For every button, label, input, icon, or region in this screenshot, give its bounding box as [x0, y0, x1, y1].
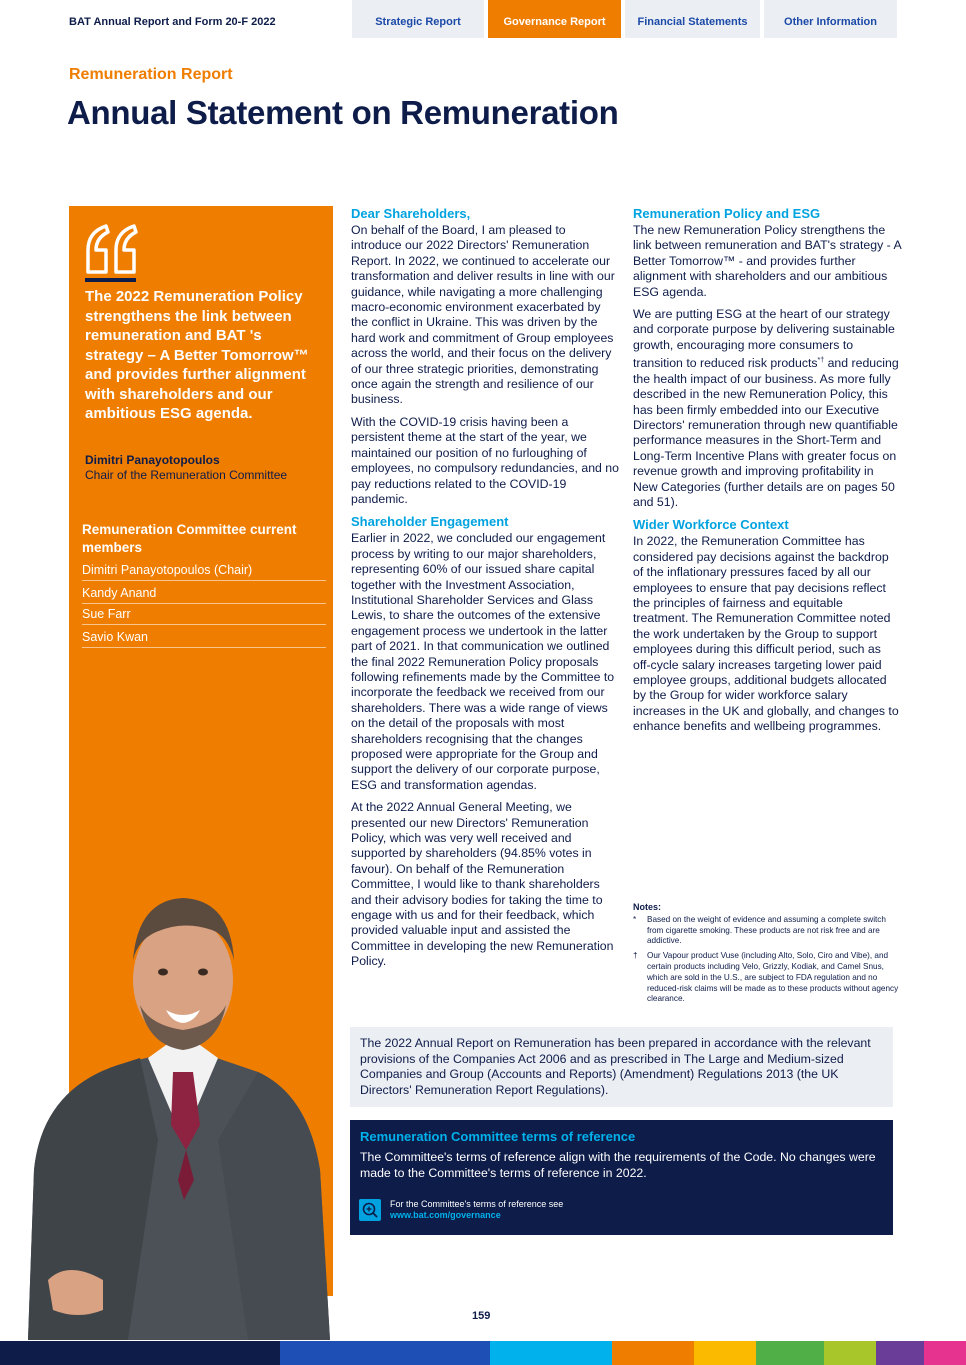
color-bar-segment — [924, 1341, 966, 1365]
section-kicker: Remuneration Report — [69, 66, 233, 83]
letter-paragraph: The new Remuneration Policy strengthens the link between remuneration and BAT's strategy - A Better Tomorrow™ - and provides further alignment with shareholders and our ambitious ESG agenda. — [633, 223, 902, 299]
quote-divider — [85, 278, 136, 282]
color-bar-segment — [756, 1341, 824, 1365]
regulations-statement-box: The 2022 Annual Report on Remuneration has been prepared in accordance with the relevant provisions of the Companies Act 2006 and as prescribed in The Large and Medium-sized Companies and Group (Accounts and Reports) (Amendment) Regulations 2013 (the UK Directors' Remuneration Report Regulations). — [350, 1027, 893, 1107]
letter-column-2 — [633, 206, 901, 742]
letter-paragraph: On behalf of the Board, I am pleased to introduce our 2022 Directors' Remuneration Report. In 2022, we continued to accelerate our transformation and deliver results in line with our guidance, while navigating a more challenging macro-economic environment exacerbated by the conflict in Ukraine. This was driven by the hard work and commitment of Group employees across the world, and their focus on the delivery of our three strategic priorities, demonstrating once again the strength and resilience of our business. — [351, 223, 615, 407]
terms-of-reference-box — [350, 1120, 893, 1235]
tab-financial-statements[interactable]: Financial Statements — [625, 0, 760, 38]
dear-shareholders-heading: Dear Shareholders, — [351, 206, 471, 221]
color-bar-segment — [490, 1341, 612, 1365]
chair-portrait-photo — [8, 840, 338, 1340]
letter-column-1 — [351, 206, 619, 977]
color-bar-segment — [876, 1341, 924, 1365]
footnote — [633, 915, 901, 947]
letter-paragraph: Earlier in 2022, we concluded our engagement process by writing to our major shareholders, representing 60% of our issued share capital together with the Investment Association, Institutional Shareholder Services and Glass Lewis, to share the outcomes of the extensive engagement process we undertook in the latter part of 2021. In that communication we outlined the final 2022 Remuneration Policy proposals following refinements made by the Committee to incorporate the feedback we received from our shareholders. There was a wide range of views on the detail of the proposals with most shareholders recognising that the changes proposed were appropriate for the Group and support the delivery of our corporate purpose, ESG and transformation agendas. — [351, 531, 615, 792]
committee-member: Dimitri Panayotopoulos (Chair) — [82, 563, 326, 581]
quote-mark-icon — [84, 220, 140, 280]
footnote-text: Our Vapour product Vuse (including Alto, Solo, Ciro and Vibe), and certain products including Velo, Grizzly, Kodiak, and Camel Snus, which are sold in the U.S., are subject to FDA regulation and no reduced-risk claims will be made as to these products without agency clearance. — [647, 951, 899, 1004]
footnote-symbol: * — [633, 914, 637, 924]
terms-of-reference-title: Remuneration Committee terms of reference — [360, 1129, 636, 1144]
page-title: Annual Statement on Remuneration — [67, 94, 619, 131]
committee-members-heading: Remuneration Committee current members — [82, 522, 297, 555]
quote-author-role: Chair of the Remuneration Committee — [85, 468, 288, 482]
color-bar-segment — [612, 1341, 694, 1365]
terms-of-reference-text: The Committee's terms of reference align with the requirements of the Code. No changes were made to the Committee's terms of reference in 2022. — [360, 1150, 876, 1180]
committee-member: Kandy Anand — [82, 586, 326, 604]
tab-other-information[interactable]: Other Information — [764, 0, 897, 38]
letter-paragraph — [633, 307, 901, 510]
footnotes — [633, 902, 901, 1009]
shareholder-engagement-heading: Shareholder Engagement — [351, 514, 509, 530]
quote-author-name: Dimitri Panayotopoulos — [85, 453, 220, 467]
footnote — [633, 951, 901, 1005]
tab-governance-report[interactable]: Governance Report — [488, 0, 621, 38]
color-bar-segment — [694, 1341, 756, 1365]
color-bar-segment — [0, 1341, 280, 1365]
terms-link-caption: For the Committee's terms of reference see — [390, 1199, 564, 1209]
letter-paragraph: At the 2022 Annual General Meeting, we presented our new Directors' Remuneration Policy, which was very well received and supported by shareholders (94.85% votes in favour). On behalf of the Remuneration Committee, I would like to thank shareholders and their advisory bodies for taking the time to engage with us and for their feedback, which provided valuable input and assisted the Committee in developing the new Remuneration Policy. — [351, 800, 614, 969]
color-bar-segment — [824, 1341, 876, 1365]
tab-strategic-report[interactable]: Strategic Report — [352, 0, 484, 38]
footnote-symbol: † — [633, 951, 638, 961]
governance-link[interactable]: www.bat.com/governance — [390, 1210, 501, 1220]
page-number: 159 — [472, 1310, 491, 1322]
notes-title: Notes: — [633, 902, 662, 912]
magnifier-icon[interactable] — [359, 1199, 381, 1221]
letter-paragraph: With the COVID-19 crisis having been a persistent theme at the start of the year, we maintained our position of no furloughing of employees, no compulsory redundancies, and no pay reductions related to the COVID-19 pandemic. — [351, 414, 619, 506]
footer-color-bar — [0, 1341, 966, 1365]
remuneration-policy-esg-heading: Remuneration Policy and ESG — [633, 206, 821, 221]
color-bar-segment — [280, 1341, 490, 1365]
footnote-text: Based on the weight of evidence and assuming a complete switch from cigarette smoking. These products are not risk free and are addictive. — [647, 914, 886, 946]
committee-member: Savio Kwan — [82, 630, 326, 648]
report-title: BAT Annual Report and Form 20-F 2022 — [69, 16, 276, 28]
letter-paragraph: In 2022, the Remuneration Committee has considered pay decisions against the backdrop of the inflationary pressures faced by all our employees to ensure that pay decisions reflect the principles of fairness and equitable treatment. The Remuneration Committee noted the work undertaken by the Group to support employees during this difficult period, such as off-cycle salary increases targeting lower paid employee groups, additional budgets allocated by the Group for wider workforce salary increases in the UK and globally, and changes to enhance benefits and wellbeing programmes. — [633, 534, 899, 734]
esg-text-part: We are putting ESG at the heart of our strategy and corporate purpose by delivering sustainable growth, encouraging more consumers to transition to reduced risk products — [633, 307, 895, 371]
footnote-marker: *† — [817, 357, 825, 365]
committee-member: Sue Farr — [82, 607, 326, 625]
pull-quote: The 2022 Remuneration Policy strengthens the link between remuneration and BAT 's strategy – A Better Tomorrow™ and provides further alignment with shareholders and our ambitious ESG agenda. — [85, 288, 309, 422]
wider-workforce-heading: Wider Workforce Context — [633, 517, 789, 533]
esg-text-part: and reducing the health impact of our business. As more fully described in the new Remuneration Policy, this has been firmly embedded into our Executive Directors' remuneration through new quantifiable performance measures in the Short-Term and Long-Term Incentive Plans with greater focus on revenue growth and improving profitability in New Categories (further details are on pages 50 and 51). — [633, 356, 899, 509]
